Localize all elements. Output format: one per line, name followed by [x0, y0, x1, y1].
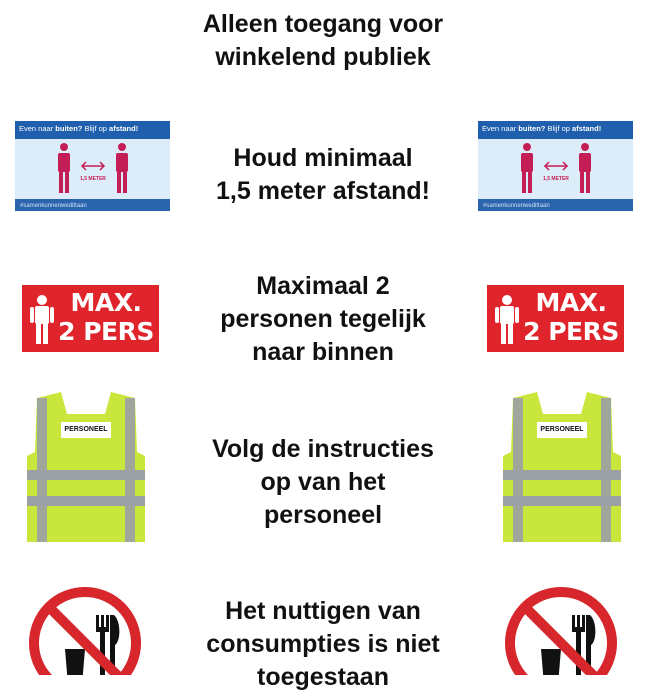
- distancing-figures-icon: [478, 139, 633, 199]
- staff-vest-right: [503, 392, 621, 542]
- distance-rule: Houd minimaal 1,5 meter afstand!: [216, 144, 430, 205]
- prohibition-icon: [503, 585, 621, 675]
- persons-label: 2 PERS: [58, 317, 154, 346]
- banner-hashtag: #samenkunnenwedittaan: [20, 203, 87, 209]
- fork-icon: [572, 615, 575, 629]
- max-label: MAX.: [70, 288, 142, 317]
- page-title: [0, 8, 646, 74]
- max-persons-sign-right: [487, 285, 624, 352]
- distance-label: 1,5 METER: [80, 176, 106, 182]
- glass-icon: [541, 649, 561, 675]
- distance-banner-right: [478, 121, 633, 211]
- title-line-1: Alleen toegang voor: [202, 10, 444, 38]
- persons-label: 2 PERS: [523, 317, 619, 346]
- safety-vest-icon: [27, 392, 145, 542]
- banner-slogan: Even naar buiten? Blijf op afstand!: [482, 124, 602, 133]
- distance-label: 1,5 METER: [543, 176, 569, 182]
- no-consumption-rule: Het nuttigen van consumpties is niet toegestaan: [206, 597, 440, 691]
- person-icon: [28, 295, 56, 345]
- no-consumption-sign-right: [503, 585, 621, 675]
- max-label: MAX.: [535, 288, 607, 317]
- vest-label: PERSONEEL: [61, 422, 111, 438]
- banner-hashtag: #samenkunnenwedittaan: [483, 203, 550, 209]
- person-icon: [493, 295, 521, 345]
- fork-icon: [96, 615, 99, 629]
- max-persons-sign-left: [22, 285, 159, 352]
- staff-instructions-rule: Volg de instructies op van het personeel: [212, 435, 434, 529]
- staff-vest-left: [27, 392, 145, 542]
- banner-slogan: Even naar buiten? Blijf op afstand!: [19, 124, 139, 133]
- no-consumption-sign-left: [27, 585, 145, 675]
- distancing-figures-icon: [15, 139, 170, 199]
- safety-vest-icon: [503, 392, 621, 542]
- max-persons-rule: Maximaal 2 personen tegelijk naar binnen: [220, 272, 426, 366]
- distance-banner-left: [15, 121, 170, 211]
- vest-label: PERSONEEL: [537, 422, 587, 438]
- title-line-2: winkelend publiek: [215, 43, 431, 71]
- glass-icon: [65, 649, 85, 675]
- prohibition-icon: [27, 585, 145, 675]
